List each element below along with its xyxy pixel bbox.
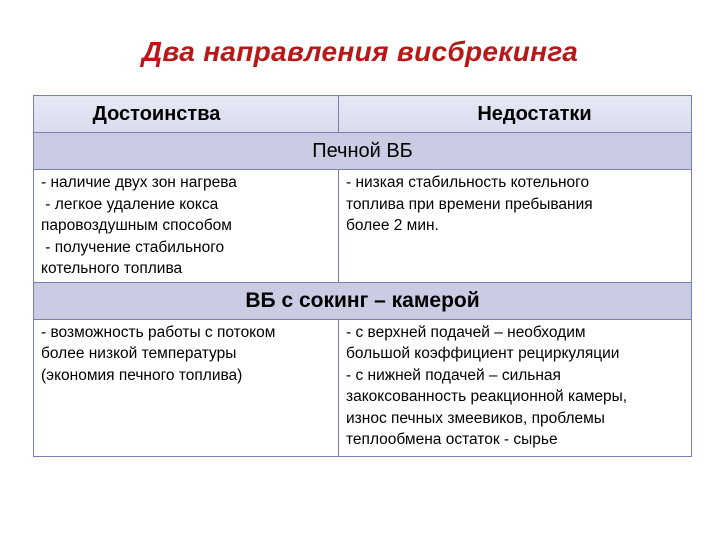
advantages-cell — [34, 319, 339, 456]
table-header-row — [34, 96, 692, 133]
disadvantage-line: более 2 мин. — [346, 217, 439, 234]
advantage-line: (экономия печного топлива) — [41, 366, 243, 384]
table-row — [34, 170, 692, 283]
disadvantages-cell — [339, 170, 692, 283]
disadvantage-line: теплообмена остаток - сырье — [346, 431, 558, 448]
table-row — [34, 319, 692, 456]
column-header-advantages: Достоинства — [34, 96, 339, 133]
disadvantage-line: закоксованность реакционной камеры, — [346, 388, 628, 405]
disadvantages-cell — [339, 319, 692, 456]
column-header-disadvantages: Недостатки — [339, 96, 692, 133]
disadvantage-line: - с верхней подачей – необходим — [346, 323, 586, 341]
section-heading-furnace: Печной ВБ — [34, 133, 692, 170]
disadvantage-line: износ печных змеевиков, проблемы — [346, 409, 605, 427]
advantage-line: - наличие двух зон нагрева — [41, 174, 237, 191]
section-row-soaker — [34, 282, 692, 319]
page-title: Два направления висбрекинга — [141, 36, 579, 67]
disadvantage-line: большой коэффициент рециркуляции — [346, 345, 620, 362]
advantage-line: паровоздушным способом — [41, 217, 232, 234]
disadvantage-line: топлива при времени пребывания — [346, 195, 593, 213]
disadvantage-line: - низкая стабильность котельного — [346, 174, 590, 191]
advantages-cell — [34, 170, 339, 283]
section-heading-soaker: ВБ с сокинг – камерой — [34, 282, 692, 319]
advantage-line: котельного топлива — [41, 260, 183, 277]
comparison-table — [33, 95, 692, 457]
disadvantage-line: - с нижней подачей – сильная — [346, 366, 561, 384]
advantage-line: - получение стабильного — [41, 238, 225, 256]
advantage-line: - легкое удаление кокса — [41, 195, 219, 213]
advantage-line: - возможность работы с потоком — [41, 323, 276, 341]
advantage-line: более низкой температуры — [41, 345, 237, 362]
section-row-furnace — [34, 133, 692, 170]
